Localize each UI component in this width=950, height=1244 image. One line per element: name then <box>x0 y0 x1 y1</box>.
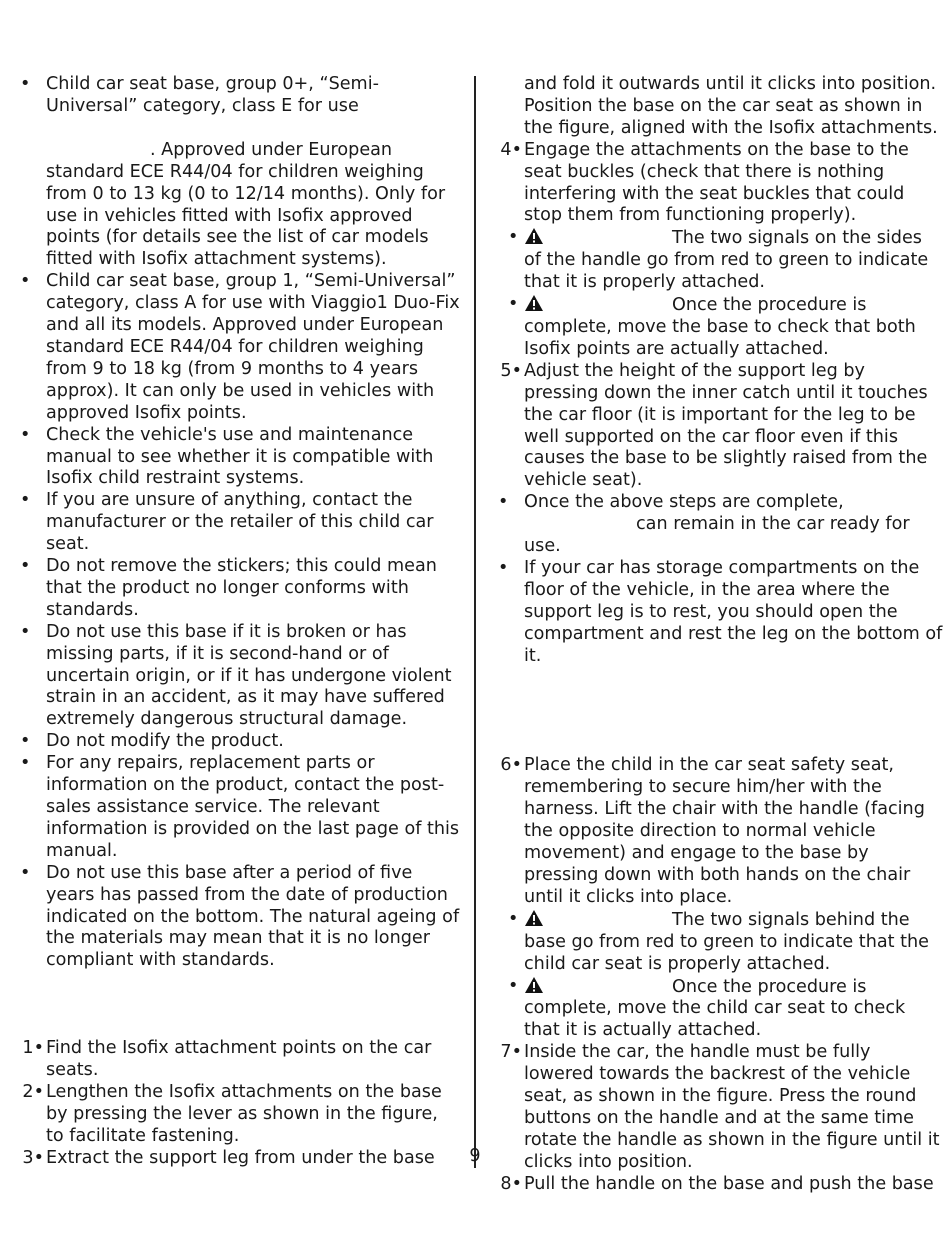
bullet-item <box>20 140 460 271</box>
list-marker: • <box>508 975 519 996</box>
list-marker: 8• <box>500 1173 522 1194</box>
list-marker: • <box>498 557 509 578</box>
bullet-item <box>20 556 460 622</box>
item-text: Child car seat base, group 1, “Semi-Universal” category, class A for use with Viaggio1 Duo-Fix and all its models. Approved under European standard ECE R44/04 for children weighing from 9 to 18 kg (from 9 months to 4 years approx). It can only be used in vehicles with approved Isofix points. <box>46 271 460 423</box>
list-marker: • <box>20 74 31 94</box>
warnings-list <box>20 74 460 972</box>
item-text: Check the vehicle's use and maintenance manual to see whether it is compatible with Isofix child restraint systems. <box>46 424 434 489</box>
item-text: Once the procedure is complete, move the child car seat to check that it is actually attached. <box>524 976 906 1041</box>
bullet-item <box>498 558 943 668</box>
list-marker: 4• <box>500 139 522 160</box>
list-marker: 1• <box>22 1038 44 1059</box>
list-marker: • <box>20 424 31 445</box>
item-text: Do not use this base if it is broken or has missing parts, if it is second-hand or of uncertain origin, or if it has undergone violent strain in an accident, as it may have suffered extremely dangerous structural damage. <box>46 621 452 730</box>
bullet-item <box>498 976 943 1043</box>
item-text: Once the procedure is complete, move the base to check that both Isofix points are actually attached. <box>524 295 916 359</box>
warning-lead <box>524 909 672 932</box>
item-text: and fold it outwards until it clicks into position. Position the base on the car seat as shown in the figure, aligned with the Isofix attachments. <box>524 74 938 138</box>
item-text: Do not modify the product. <box>46 731 284 752</box>
item-text: If you are unsure of anything, contact the manufacturer or the retailer of this child car seat. <box>46 490 434 555</box>
list-marker: • <box>20 556 31 577</box>
numbered-step <box>498 361 943 492</box>
bullet-item <box>498 909 943 976</box>
item-text: For any repairs, replacement parts or information on the product, contact the post-sales assistance service. The relevant information is provided on the last page of this manual. <box>46 753 460 861</box>
numbered-step <box>498 140 943 228</box>
warning-lead <box>524 976 672 999</box>
list-marker: • <box>20 731 31 752</box>
bullet-item <box>498 514 943 558</box>
list-marker: • <box>508 294 519 315</box>
numbered-step <box>20 1082 460 1148</box>
item-text: The two signals on the sides of the handle go from red to green to indicate that it is properly attached. <box>524 228 929 293</box>
list-marker: 2• <box>22 1082 44 1103</box>
item-text: Engage the attachments on the base to the seat buckles (check that there is nothing interfering with the seat buckles that could stop them from functioning properly). <box>524 139 909 226</box>
list-marker: • <box>20 862 31 883</box>
bullet-item <box>20 425 460 491</box>
bullet-item <box>20 490 460 556</box>
bullet-item <box>498 294 943 361</box>
list-marker: • <box>498 492 509 513</box>
list-marker: • <box>20 271 31 292</box>
list-marker: 5• <box>500 360 522 381</box>
bullet-item <box>498 74 943 140</box>
left-column <box>20 74 460 1170</box>
item-text: Find the Isofix attachment points on the car seats. <box>46 1038 432 1081</box>
warning-lead <box>524 294 672 317</box>
bullet-item <box>20 271 460 424</box>
numbered-step <box>20 1038 460 1082</box>
column-divider <box>474 76 476 1168</box>
bullet-item <box>498 492 943 514</box>
numbered-step <box>498 1174 943 1196</box>
warning-lead <box>524 227 672 250</box>
list-marker: • <box>20 753 31 774</box>
steps-list-second <box>498 755 943 1195</box>
bullet-item <box>498 227 943 294</box>
item-text: Inside the car, the handle must be fully lowered towards the backrest of the vehicle seat, as shown in the figure. Press the round buttons on the handle and at the same time rotate the handle as shown in the figure until it clicks into position. <box>524 1042 940 1172</box>
item-text: Do not use this base after a period of five years has passed from the date of production indicated on the bottom. The natural ageing of the materials may mean that it is no longer compliant with standards. <box>46 862 460 971</box>
item-text: Child car seat base, group 0+, “Semi-Universal” category, class E for use <box>46 74 379 116</box>
list-marker: • <box>20 621 31 642</box>
item-text: The two signals behind the base go from red to green to indicate that the child car seat is properly attached. <box>524 909 929 974</box>
item-text: can remain in the car ready for use. <box>524 514 910 557</box>
item-text: Adjust the height of the support leg by pressing down the inner catch until it touches the car floor (it is important for the leg to be well supported on the car floor even if this causes the base to be slightly raised from the vehicle seat). <box>524 360 928 491</box>
item-text: If your car has storage compartments on the floor of the vehicle, in the area where the support leg is to rest, you should open the compartment and rest the leg on the bottom of it. <box>524 557 943 666</box>
bullet-item <box>20 863 460 973</box>
list-marker: 6• <box>500 755 522 776</box>
list-marker: • <box>508 227 519 248</box>
item-text: . Approved under European standard ECE R44/04 for children weighing from 0 to 13 kg (0 to 12/14 months). Only for use in vehicles fitted with Isofix approved points (for details see the list of car models fitted with Isofix attachment systems). <box>46 139 446 270</box>
numbered-step <box>498 755 943 908</box>
bullet-item <box>20 731 460 753</box>
item-text: Pull the handle on the base and push the base <box>524 1173 934 1194</box>
list-marker: 7• <box>500 1042 522 1063</box>
bullet-item <box>20 753 460 863</box>
bullet-item <box>20 74 460 118</box>
bullet-item <box>20 622 460 732</box>
list-marker: 3• <box>22 1147 44 1168</box>
item-text: Do not remove the stickers; this could mean that the product no longer conforms with standards. <box>46 556 437 620</box>
item-text: Place the child in the car seat safety seat, remembering to secure him/her with the harness. Lift the chair with the handle (facing the opposite direction to normal vehicle movement) and engage to the base by pressing down with both hands on the chair until it clicks into place. <box>524 755 925 907</box>
list-marker: • <box>508 908 519 929</box>
item-text: Lengthen the Isofix attachments on the base by pressing the lever as shown in the figure, to facilitate fastening. <box>46 1082 442 1146</box>
list-marker: • <box>20 490 31 511</box>
item-text: Once the above steps are complete, <box>524 492 844 513</box>
item-text: Extract the support leg from under the base <box>46 1147 435 1168</box>
steps-list-continued <box>498 74 943 667</box>
right-column <box>498 74 943 1196</box>
page-number: 9 <box>469 1146 481 1166</box>
